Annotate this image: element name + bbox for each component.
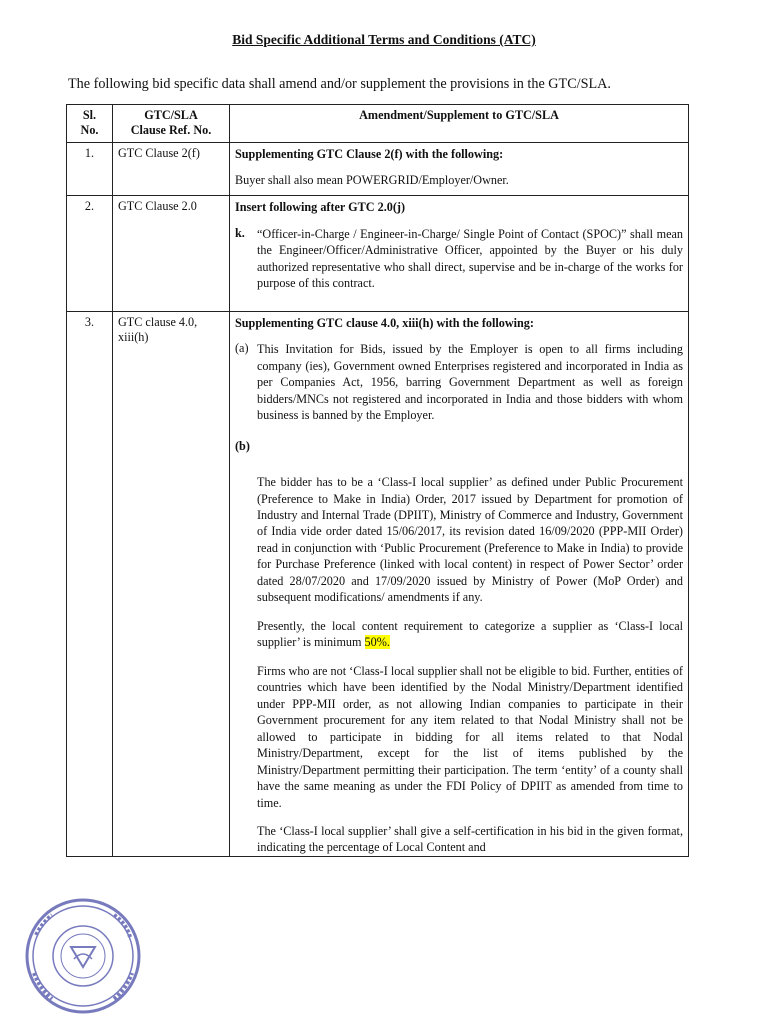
row-sl-no: 1. <box>67 142 113 196</box>
paragraph: Firms who are not ‘Class-I local supplier shall not be eligible to bid. Further, entities of countries which have been identified by the Nodal Ministry/Department identified under PPP-MII order, as not allowing Indian companies to participate in their Government procurement for any item related to that Nodal Ministry shall not be allowed to participate in bidding for all items related to that Nodal Ministry/Department, except for the list of items published by the Ministry/Department permitting their participation. The term ‘entity’ of a county shall have the same meaning as under the FDI Policy of DPIIT as amended from time to time. <box>257 663 683 810</box>
item-text: This Invitation for Bids, issued by the Employer is open to all firms including company (ies), Government owned Enterprises registered and incorporated in India as per Companies Act, 1956, barring Government Department as well as foreign bidders/MNCs not registered and incorporated in India and those bidders with whom business is banned by the Employer. <box>257 342 683 423</box>
atc-table <box>66 104 689 857</box>
paragraph-text: Presently, the local content requirement to categorize a supplier as ‘Class-I local supplier’ is minimum <box>257 618 683 650</box>
header-ref-line2: Clause Ref. No. <box>130 123 212 138</box>
header-sl-line2: No. <box>80 123 99 138</box>
row-sl-no: 3. <box>67 311 113 856</box>
document-title: Bid Specific Additional Terms and Conditions (ATC) <box>232 32 536 47</box>
paragraph: The bidder has to be a ‘Class-I local supplier’ as defined under Public Procurement (Preference to Make in India) Order, 2017 issued by Department for promotion of Industry and Internal Trade (DPIIT), Ministry of Commerce and Industry, Government of India vide order dated 15/06/2017, its revision dated 16/09/2020 (PPP-MII Order) read in conjunction with ‘Public Procurement (Preference to Make in India) to provide for Purchase Preference (linked with local content) in respect of Power Sector’ order dated 28/07/2020 and 17/09/2020 issued by Ministry of Power (MoP Order) and subsequent modifications/ amendments if any. <box>257 475 683 605</box>
item-text: “Officer-in-Charge / Engineer-in-Charge/ Single Point of Contact (SPOC)” shall mean the Engineer/Officer/Administrative Officer, appointed by the Buyer or his duly authorized representative who shall direct, supervise and be in-charge of the works for purpose of this contract. <box>257 226 683 291</box>
header-clause-ref <box>113 105 230 143</box>
row-clause-ref: GTC Clause 2.0 <box>113 196 230 311</box>
row-clause-ref: GTC clause 4.0, xiii(h) <box>113 311 230 856</box>
header-sl-no <box>67 105 113 143</box>
item-label: (b) <box>235 438 250 453</box>
row-heading: Insert following after GTC 2.0(j) <box>235 200 406 215</box>
row-sl-no: 2. <box>67 196 113 311</box>
row-text: Buyer shall also mean POWERGRID/Employer/Owner. <box>235 172 509 187</box>
header-sl-line1: Sl. <box>82 108 97 122</box>
list-item <box>235 226 683 292</box>
row-amendment <box>230 142 689 196</box>
table-row <box>67 196 689 311</box>
row-amendment <box>230 196 689 311</box>
row-amendment <box>230 311 689 856</box>
row-heading: Supplementing GTC clause 4.0, xiii(h) with the following: <box>235 315 534 330</box>
table-header-row <box>67 105 689 143</box>
header-ref-line1: GTC/SLA <box>144 108 198 122</box>
list-item <box>235 341 683 423</box>
item-label: (a) <box>235 341 249 356</box>
item-label: k. <box>235 225 245 240</box>
paragraph <box>235 618 683 651</box>
paragraph: The ‘Class-I local supplier’ shall give a self-certification in his bid in the given format, indicating the percentage of Local Content and <box>257 823 683 855</box>
table-row <box>67 142 689 196</box>
row-clause-ref: GTC Clause 2(f) <box>113 142 230 196</box>
header-amendment: Amendment/Supplement to GTC/SLA <box>230 105 689 143</box>
table-row <box>67 311 689 856</box>
highlighted-value: 50%. <box>364 635 390 650</box>
row-heading: Supplementing GTC Clause 2(f) with the following: <box>235 146 504 161</box>
intro-text: The following bid specific data shall amend and/or supplement the provisions in the GTC/SLA. <box>68 76 611 92</box>
seal-stamp-icon <box>22 895 144 1017</box>
